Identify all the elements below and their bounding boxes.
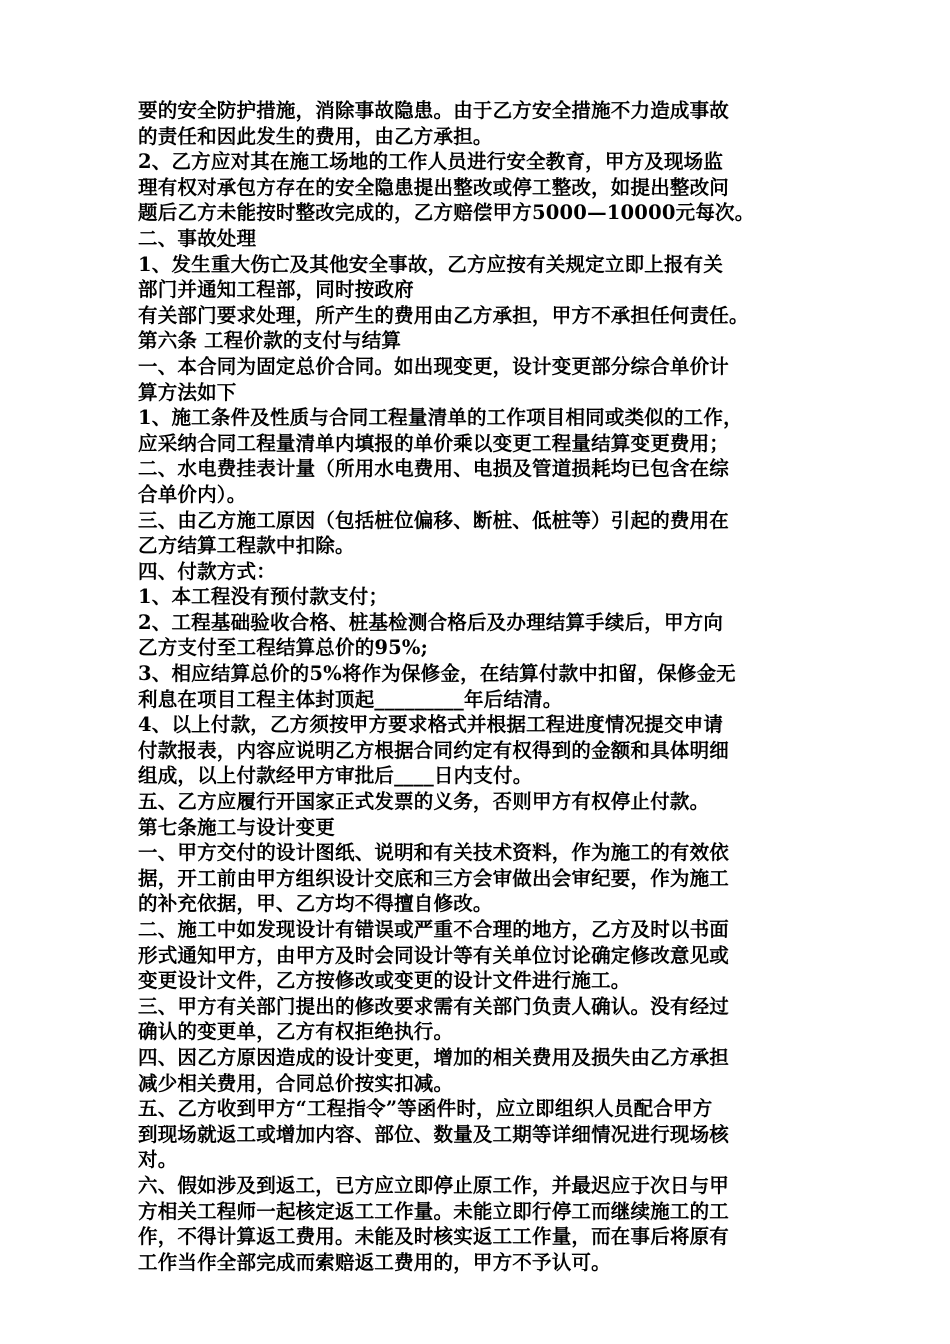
text-line: 组成，以上付款经甲方审批后____日内支付。 xyxy=(138,764,533,788)
text-line: 五、乙方收到甲方“工程指令”等函件时，应立即组织人员配合甲方 xyxy=(138,1097,713,1121)
text-line: 算方法如下 xyxy=(138,380,237,404)
text-line: 题后乙方未能按时整改完成的，乙方赔偿甲方5000—10000元每次。 xyxy=(138,201,755,225)
text-line: 有关部门要求处理，所产生的费用由乙方承担，甲方不承担任何责任。 xyxy=(138,303,749,327)
text-line: 二、施工中如发现设计有错误或严重不合理的地方，乙方及时以书面 xyxy=(138,918,730,941)
text-line: 利息在项目工程主体封顶起_________年后结清。 xyxy=(138,687,563,711)
section-heading: 二、事故处理 xyxy=(138,226,257,250)
text-line: 一、本合同为固定总价合同。如出现变更，设计变更部分综合单价计 xyxy=(138,354,730,378)
text-line: 六、假如涉及到返工，已方应立即停止原工作，并最迟应于次日与甲 xyxy=(138,1173,730,1197)
text-line: 2、乙方应对其在施工场地的工作人员进行安全教育，甲方及现场监 xyxy=(138,150,724,174)
text-line: 一、甲方交付的设计图纸、说明和有关技术资料，作为施工的有效依 xyxy=(138,841,730,865)
text-line: 变更设计文件，乙方按修改或变更的设计文件进行施工。 xyxy=(138,969,631,993)
text-line: 三、甲方有关部门提出的修改要求需有关部门负责人确认。没有经过 xyxy=(138,994,730,1018)
text-line: 4、以上付款，乙方须按甲方要求格式并根据工程进度情况提交申请 xyxy=(138,713,724,737)
text-line: 作，不得计算返工费用。未能及时核实返工工作量，而在事后将原有 xyxy=(138,1225,730,1249)
text-line: 到现场就返工或增加内容、部位、数量及工期等详细情况进行现场核 xyxy=(138,1122,730,1146)
text-line: 3、相应结算总价的5%将作为保修金，在结算付款中扣留，保修金无 xyxy=(138,662,736,686)
text-line: 确认的变更单，乙方有权拒绝执行。 xyxy=(138,1020,454,1044)
text-line: 乙方结算工程款中扣除。 xyxy=(138,534,355,558)
text-line: 付款报表，内容应说明乙方根据合同约定有权得到的金额和具体明细 xyxy=(138,738,730,762)
text-line: 形式通知甲方，由甲方及时会同设计等有关单位讨论确定修改意见或 xyxy=(138,943,730,967)
article-heading: 第七条施工与设计变更 xyxy=(138,815,336,839)
text-line: 乙方支付至工程结算总价的95%; xyxy=(138,636,429,660)
document-page xyxy=(138,98,818,1275)
text-line: 三、由乙方施工原因（包括桩位偏移、断桩、低桩等）引起的费用在 xyxy=(138,508,730,532)
text-line: 2、工程基础验收合格、桩基检测合格后及办理结算手续后，甲方向 xyxy=(138,610,724,634)
text-line: 四、因乙方原因造成的设计变更，增加的相关费用及损失由乙方承担 xyxy=(138,1045,730,1069)
section-heading: 四、付款方式： xyxy=(138,559,276,583)
text-line: 的责任和因此发生的费用，由乙方承担。 xyxy=(138,124,493,148)
text-line: 部门并通知工程部，同时按政府 xyxy=(138,278,414,302)
text-line: 方相关工程师一起核定返工工作量。未能立即行停工而继续施工的工 xyxy=(138,1199,730,1223)
text-line: 五、乙方应履行开国家正式发票的义务，否则甲方有权停止付款。 xyxy=(138,790,710,814)
text-line: 工作当作全部完成而索赔返工费用的，甲方不予认可。 xyxy=(138,1250,611,1274)
text-line: 要的安全防护措施，消除事故隐患。由于乙方安全措施不力造成事故 xyxy=(138,99,730,122)
text-line: 合单价内）。 xyxy=(138,482,247,506)
text-line: 1、本工程没有预付款支付； xyxy=(138,585,389,609)
text-line: 据，开工前由甲方组织设计交底和三方会审做出会审纪要，作为施工 xyxy=(138,866,730,890)
article-heading: 第六条 工程价款的支付与结算 xyxy=(138,329,402,353)
text-line: 理有权对承包方存在的安全隐患提出整改或停工整改，如提出整改问 xyxy=(138,175,730,199)
text-line: 1、施工条件及性质与合同工程量清单的工作项目相同或类似的工作， xyxy=(138,406,743,430)
text-line: 1、发生重大伤亡及其他安全事故，乙方应按有关规定立即上报有关 xyxy=(138,252,724,276)
text-line: 对。 xyxy=(138,1148,178,1172)
text-line: 二、水电费挂表计量（所用水电费用、电损及管道损耗均已包含在综 xyxy=(138,457,730,481)
text-line: 的补充依据，甲、乙方均不得擅自修改。 xyxy=(138,892,493,916)
text-line: 应采纳合同工程量清单内填报的单价乘以变更工程量结算变更费用； xyxy=(138,431,730,455)
text-line: 减少相关费用，合同总价按实扣减。 xyxy=(138,1071,454,1095)
